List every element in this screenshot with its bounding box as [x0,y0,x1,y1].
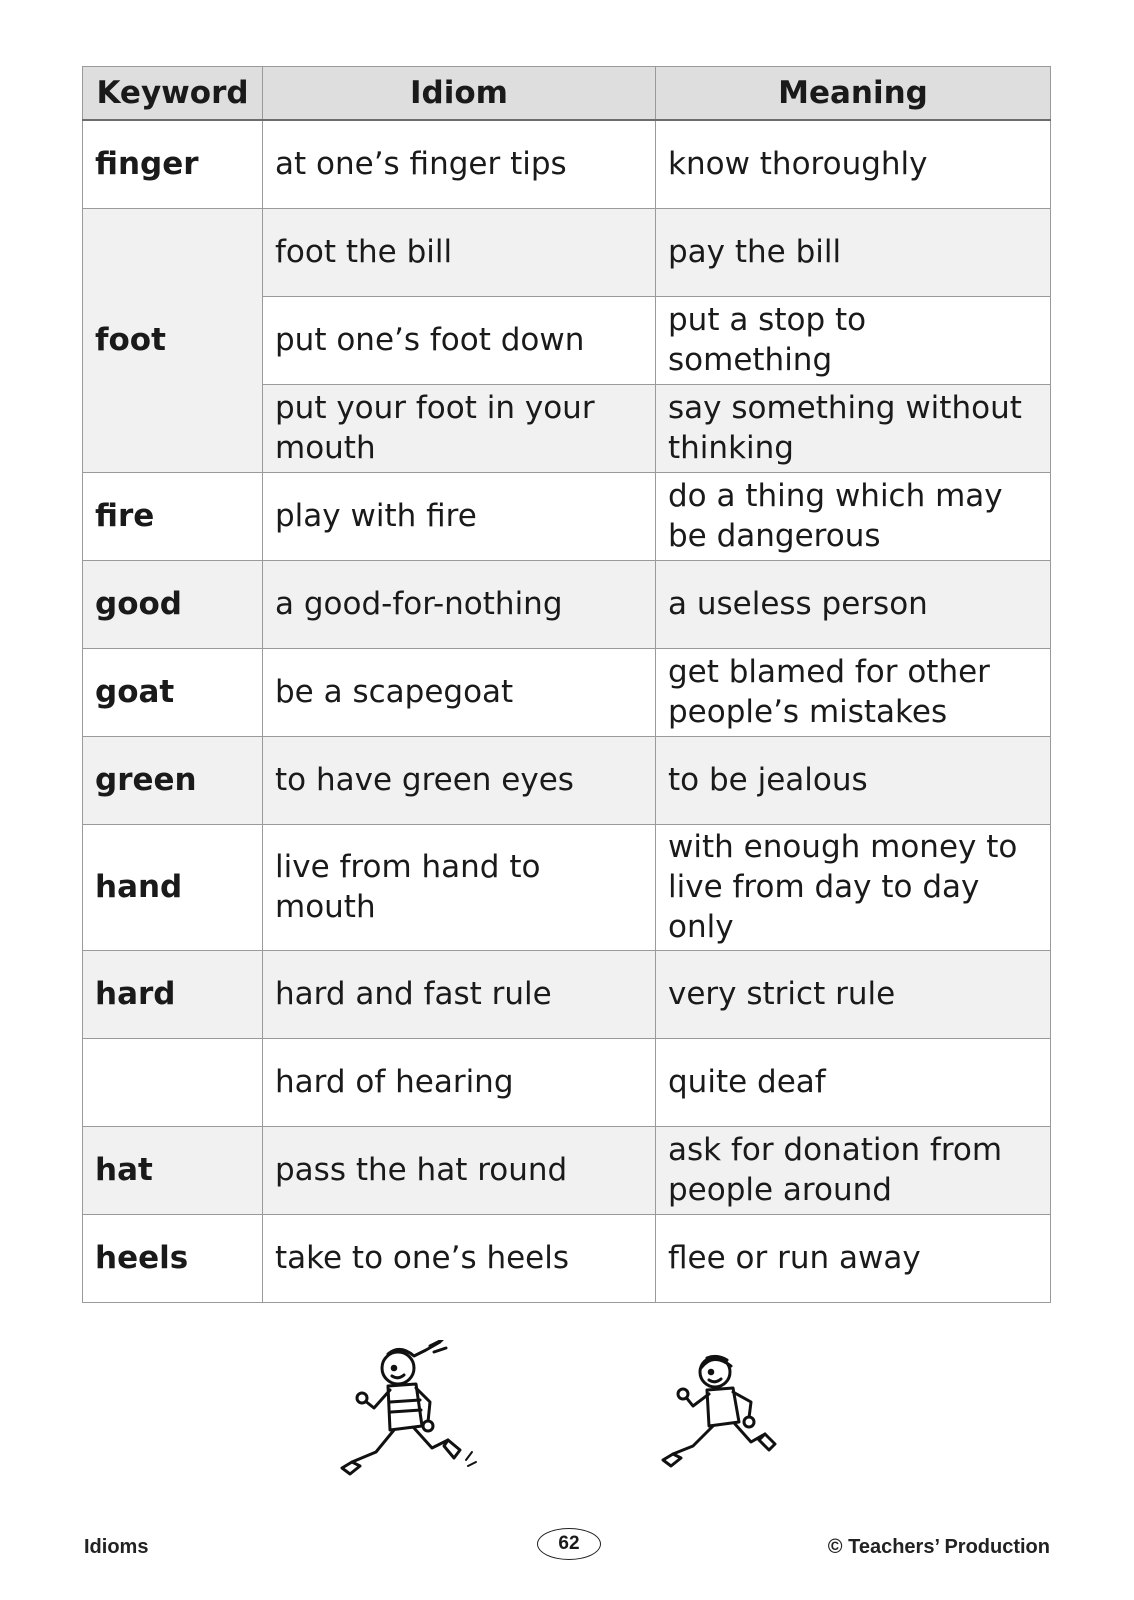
keyword-cell: hat [83,1126,263,1214]
keyword-cell: hand [83,824,263,950]
idiom-cell: pass the hat round [263,1126,656,1214]
running-girl-illustration [330,1340,480,1490]
meaning-cell: to be jealous [656,736,1051,824]
keyword-cell: fire [83,472,263,560]
idiom-cell: be a scapegoat [263,648,656,736]
meaning-cell: with enough money to live from day to day only [656,824,1051,950]
table-row [83,560,1051,648]
keyword-cell [83,1038,263,1126]
meaning-cell: a useless person [656,560,1051,648]
idiom-cell: at one’s finger tips [263,120,656,208]
keyword-cell: goat [83,648,263,736]
table-row [83,208,1051,296]
header-meaning: Meaning [656,67,1051,121]
meaning-cell: quite deaf [656,1038,1051,1126]
table-row [83,472,1051,560]
table-row [83,1214,1051,1302]
idiom-cell: hard and fast rule [263,950,656,1038]
table-row [83,824,1051,950]
table-row [83,1038,1051,1126]
table-row [83,736,1051,824]
meaning-cell: put a stop to something [656,296,1051,384]
table-row [83,648,1051,736]
keyword-cell: heels [83,1214,263,1302]
keyword-cell: hard [83,950,263,1038]
table-row [83,120,1051,208]
keyword-cell: green [83,736,263,824]
idiom-cell: to have green eyes [263,736,656,824]
meaning-cell: pay the bill [656,208,1051,296]
meaning-cell: flee or run away [656,1214,1051,1302]
meaning-cell: very strict rule [656,950,1051,1038]
page-number: 62 [537,1528,601,1560]
footer-book-title: Idioms [84,1536,149,1558]
idiom-cell: play with fire [263,472,656,560]
idiom-cell: live from hand to mouth [263,824,656,950]
idiom-cell: take to one’s heels [263,1214,656,1302]
keyword-cell: good [83,560,263,648]
table-row [83,1126,1051,1214]
table-row [83,950,1051,1038]
meaning-cell: get blamed for other people’s mistakes [656,648,1051,736]
meaning-cell: ask for donation from people around [656,1126,1051,1214]
idiom-cell: a good-for-nothing [263,560,656,648]
running-child-illustration [655,1350,785,1475]
meaning-cell: know thoroughly [656,120,1051,208]
meaning-cell: say something without thinking [656,384,1051,472]
keyword-cell: foot [83,208,263,472]
footer-publisher: © Teachers’ Production [827,1536,1050,1558]
keyword-cell: finger [83,120,263,208]
idiom-cell: foot the bill [263,208,656,296]
idiom-table [82,66,1051,1303]
idiom-cell: hard of hearing [263,1038,656,1126]
table-header-row [83,67,1051,121]
meaning-cell: do a thing which may be dangerous [656,472,1051,560]
header-idiom: Idiom [263,67,656,121]
header-keyword: Keyword [83,67,263,121]
idiom-cell: put your foot in your mouth [263,384,656,472]
idiom-cell: put one’s foot down [263,296,656,384]
